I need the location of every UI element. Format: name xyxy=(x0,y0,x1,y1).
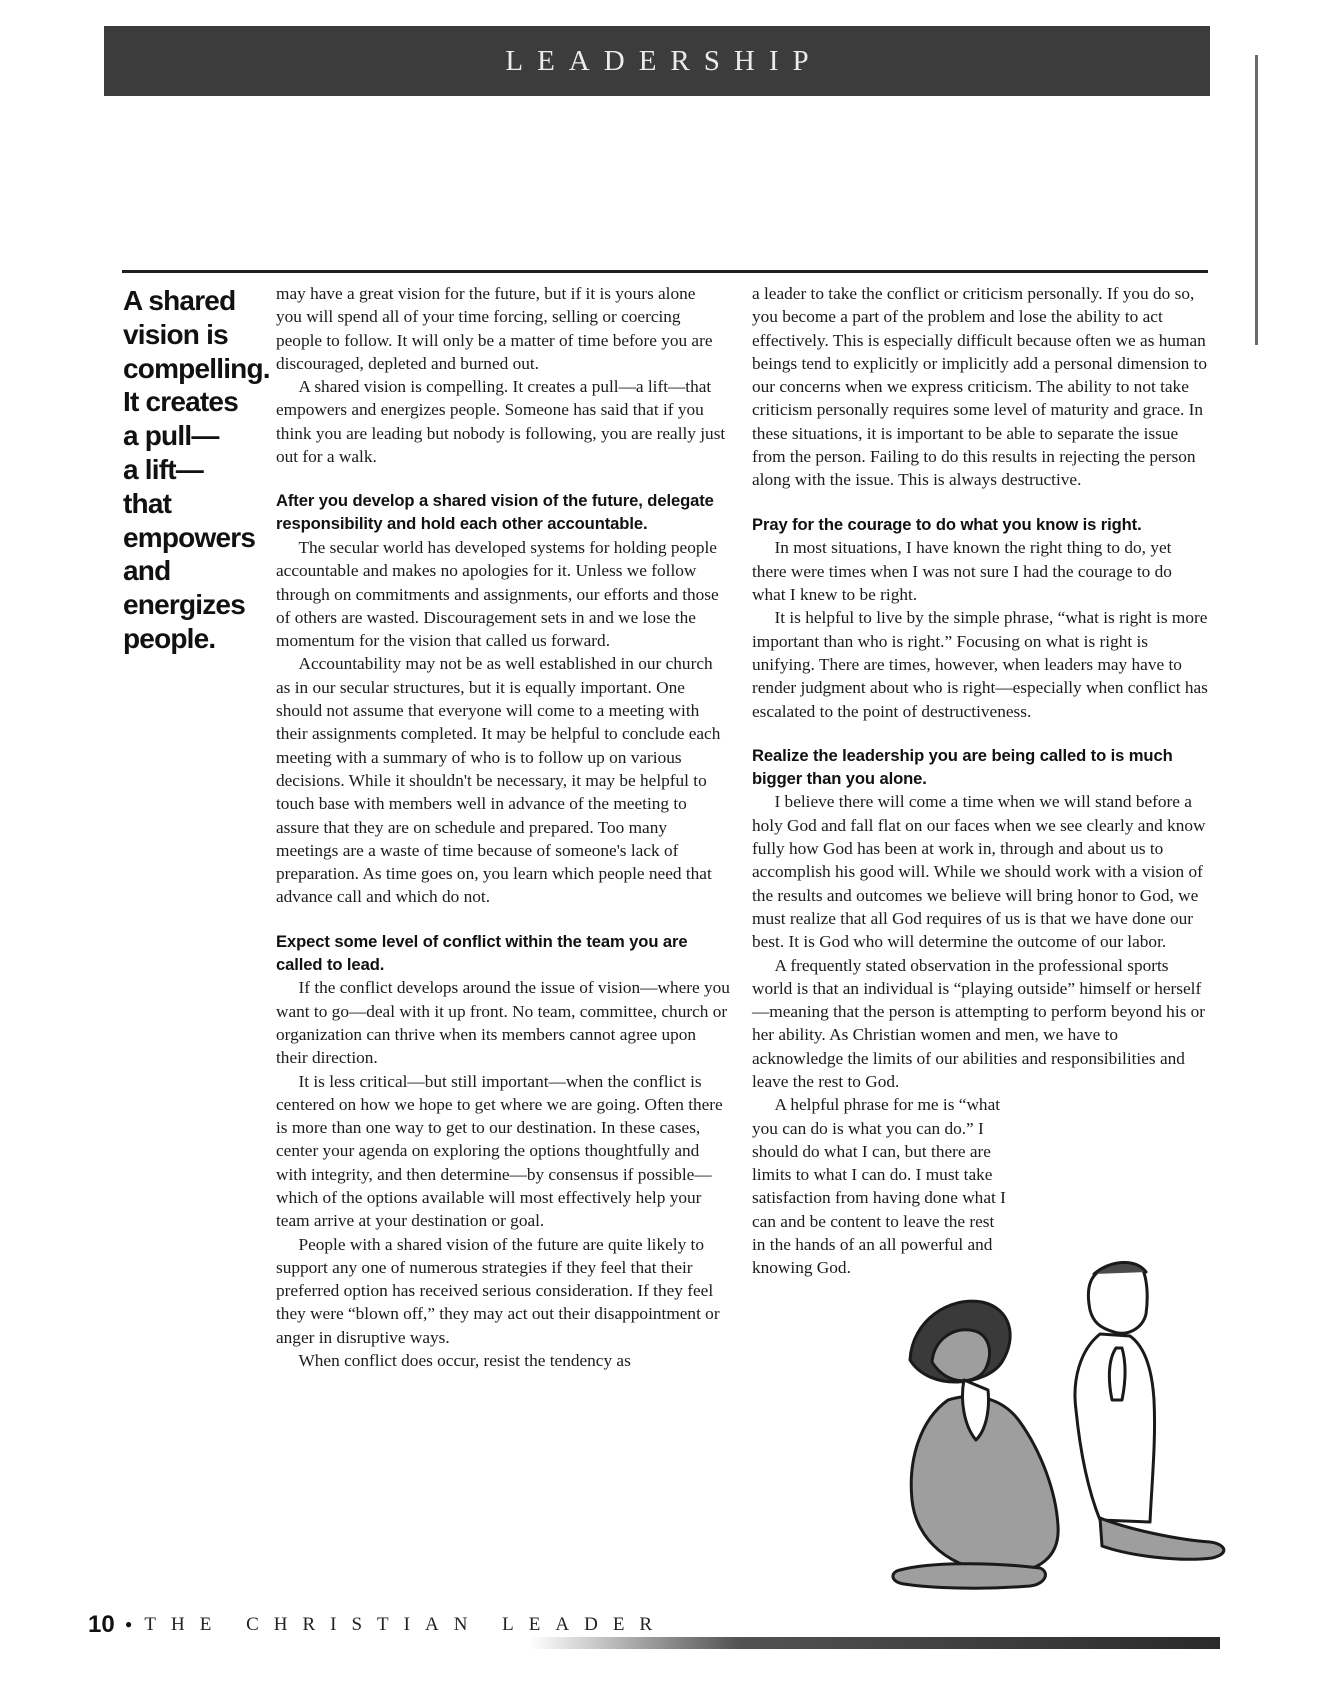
paragraph: If the conflict develops around the issue of vision—where you want to go—deal with it up front. No team, committee, church or organization can thrive when its members cannot agree upon their direction. xyxy=(276,978,730,1068)
praying-figures-illustration xyxy=(890,1250,1230,1595)
pull-quote-line: energizes xyxy=(123,589,245,621)
footer-bullet: • xyxy=(124,1612,133,1637)
paragraph: In most situations, I have known the right thing to do, yet there were times when I was not sure I had the courage to do what I knew to be right. xyxy=(752,538,1172,605)
pull-quote-line: a lift— xyxy=(123,453,203,485)
pull-quote-line: A shared xyxy=(123,285,236,316)
article-column-1 xyxy=(276,282,731,1372)
article-column-2 xyxy=(752,282,1208,1280)
header-rule xyxy=(122,270,1208,273)
paragraph: I believe there will come a time when we will stand before a holy God and fall flat on our faces when we see clearly and know fully how God has been at work in, through and about us to accomplish his good will. While we should work with a vision of the results and outcomes we believe will bring honor to God, we must realize that all God requires of us is that we have done our best. It is God who will determine the outcome of our labor. xyxy=(752,792,1206,952)
paragraph: It is less critical—but still important—when the conflict is centered on how we hope to get where we are going. Often there is more than one way to get to our destination. In these cases, center your agenda on exploring the options thoughtfully and with integrity, and then determine—by consensus if possible—which of the options available will most effectively help your team arrive at your destination or goal. xyxy=(276,1071,723,1231)
scan-edge-line xyxy=(1255,55,1258,345)
paragraph: People with a shared vision of the future are quite likely to support any one of numerous strategies if they feel that their preferred option has received serious consideration. If they feel they were “blown off,” they may act out their disappointment or anger in disruptive ways. xyxy=(276,1234,720,1347)
page-footer xyxy=(88,1611,667,1639)
magazine-name: THE CHRISTIAN LEADER xyxy=(144,1614,668,1635)
page-number: 10 xyxy=(88,1611,115,1638)
pull-quote-line: It creates xyxy=(123,386,238,418)
pull-quote-line: a pull— xyxy=(123,420,219,452)
pull-quote-line: and xyxy=(123,555,171,587)
paragraph: The secular world has developed systems for holding people accountable and makes no apologies for it. Unless we follow through on commitments and assignments, our efforts and those of others are wasted. Discouragement sets in and we lose the momentum for the vision that called us forward. xyxy=(276,537,719,651)
section-header-bar xyxy=(104,26,1210,96)
pull-quote-line: compelling. xyxy=(123,352,270,384)
subheading: Realize the leadership you are being called to is much bigger than you alone. xyxy=(752,745,1173,788)
pull-quote-line: that xyxy=(123,487,172,519)
paragraph: A helpful phrase for me is “what you can do is what you can do.” I should do what I can, but there are limits to what I can do. I must take satisfaction from having done what I can and be content to leave the rest in the hands of an all powerful and knowing God. xyxy=(752,1095,1006,1278)
subheading: Expect some level of conflict within the team you are called to lead. xyxy=(276,931,688,974)
paragraph: Accountability may not be as well established in our church as in our secular structures, but it is equally important. One should not assume that everyone will come to a meeting with their assignments completed. It may be helpful to conclude each meeting with a summary of who is to follow up on various decisions. While it shouldn't be necessary, it may be helpful to touch base with members well in advance of the meeting to assure that they are on schedule and prepared. Too many meetings are a waste of time because of someone's lack of preparation. As time goes on, you learn which people need that advance call and which do not. xyxy=(276,654,721,907)
section-title: LEADERSHIP xyxy=(505,44,823,77)
paragraph: When conflict does occur, resist the tendency as xyxy=(298,1351,631,1371)
pull-quote-line: people. xyxy=(123,622,216,654)
paragraph: A shared vision is compelling. It creates a pull—a lift—that empowers and energizes people. Someone has said that if you think you are leading but nobody is following, you are really just out for a walk. xyxy=(276,377,726,467)
pull-quote-line: empowers xyxy=(123,521,256,553)
paragraph: A frequently stated observation in the professional sports world is that an individual is “playing outside” himself or herself—meaning that the person is attempting to perform beyond his or her ability. As Christian women and men, we have to acknowledge the limits of our abilities and responsibilities and leave the rest to God. xyxy=(752,955,1206,1091)
subheading: Pray for the courage to do what you know is right. xyxy=(752,514,1142,534)
subheading: After you develop a shared vision of the future, delegate responsibility and hold each other accountable. xyxy=(276,491,714,534)
paragraph: It is helpful to live by the simple phrase, “what is right is more important than who is right.” Focusing on what is right is unifying. There are times, however, when leaders may have to render judgment about who is right—especially when conflict has escalated to the point of destructiveness. xyxy=(752,608,1208,721)
paragraph: a leader to take the conflict or criticism personally. If you do so, you become a part of the problem and lose the ability to act effectively. This is especially difficult because often we as human beings tend to explicitly or implicitly add a personal dimension to our concerns when we express criticism. The ability to not take criticism personally requires some level of maturity and grace. In these situations, it is important to be able to separate the issue from the person. Failing to do this results in rejecting the person along with the issue. This is always destructive. xyxy=(752,284,1207,490)
pull-quote-line: vision is xyxy=(123,318,228,350)
pull-quote xyxy=(123,284,270,656)
paragraph: may have a great vision for the future, but if it is yours alone you will spend all of your time forcing, selling or coercing people to follow. It will only be a matter of time before you are discouraged, depleted and burned out. xyxy=(276,284,713,373)
footer-bar xyxy=(530,1637,1220,1649)
